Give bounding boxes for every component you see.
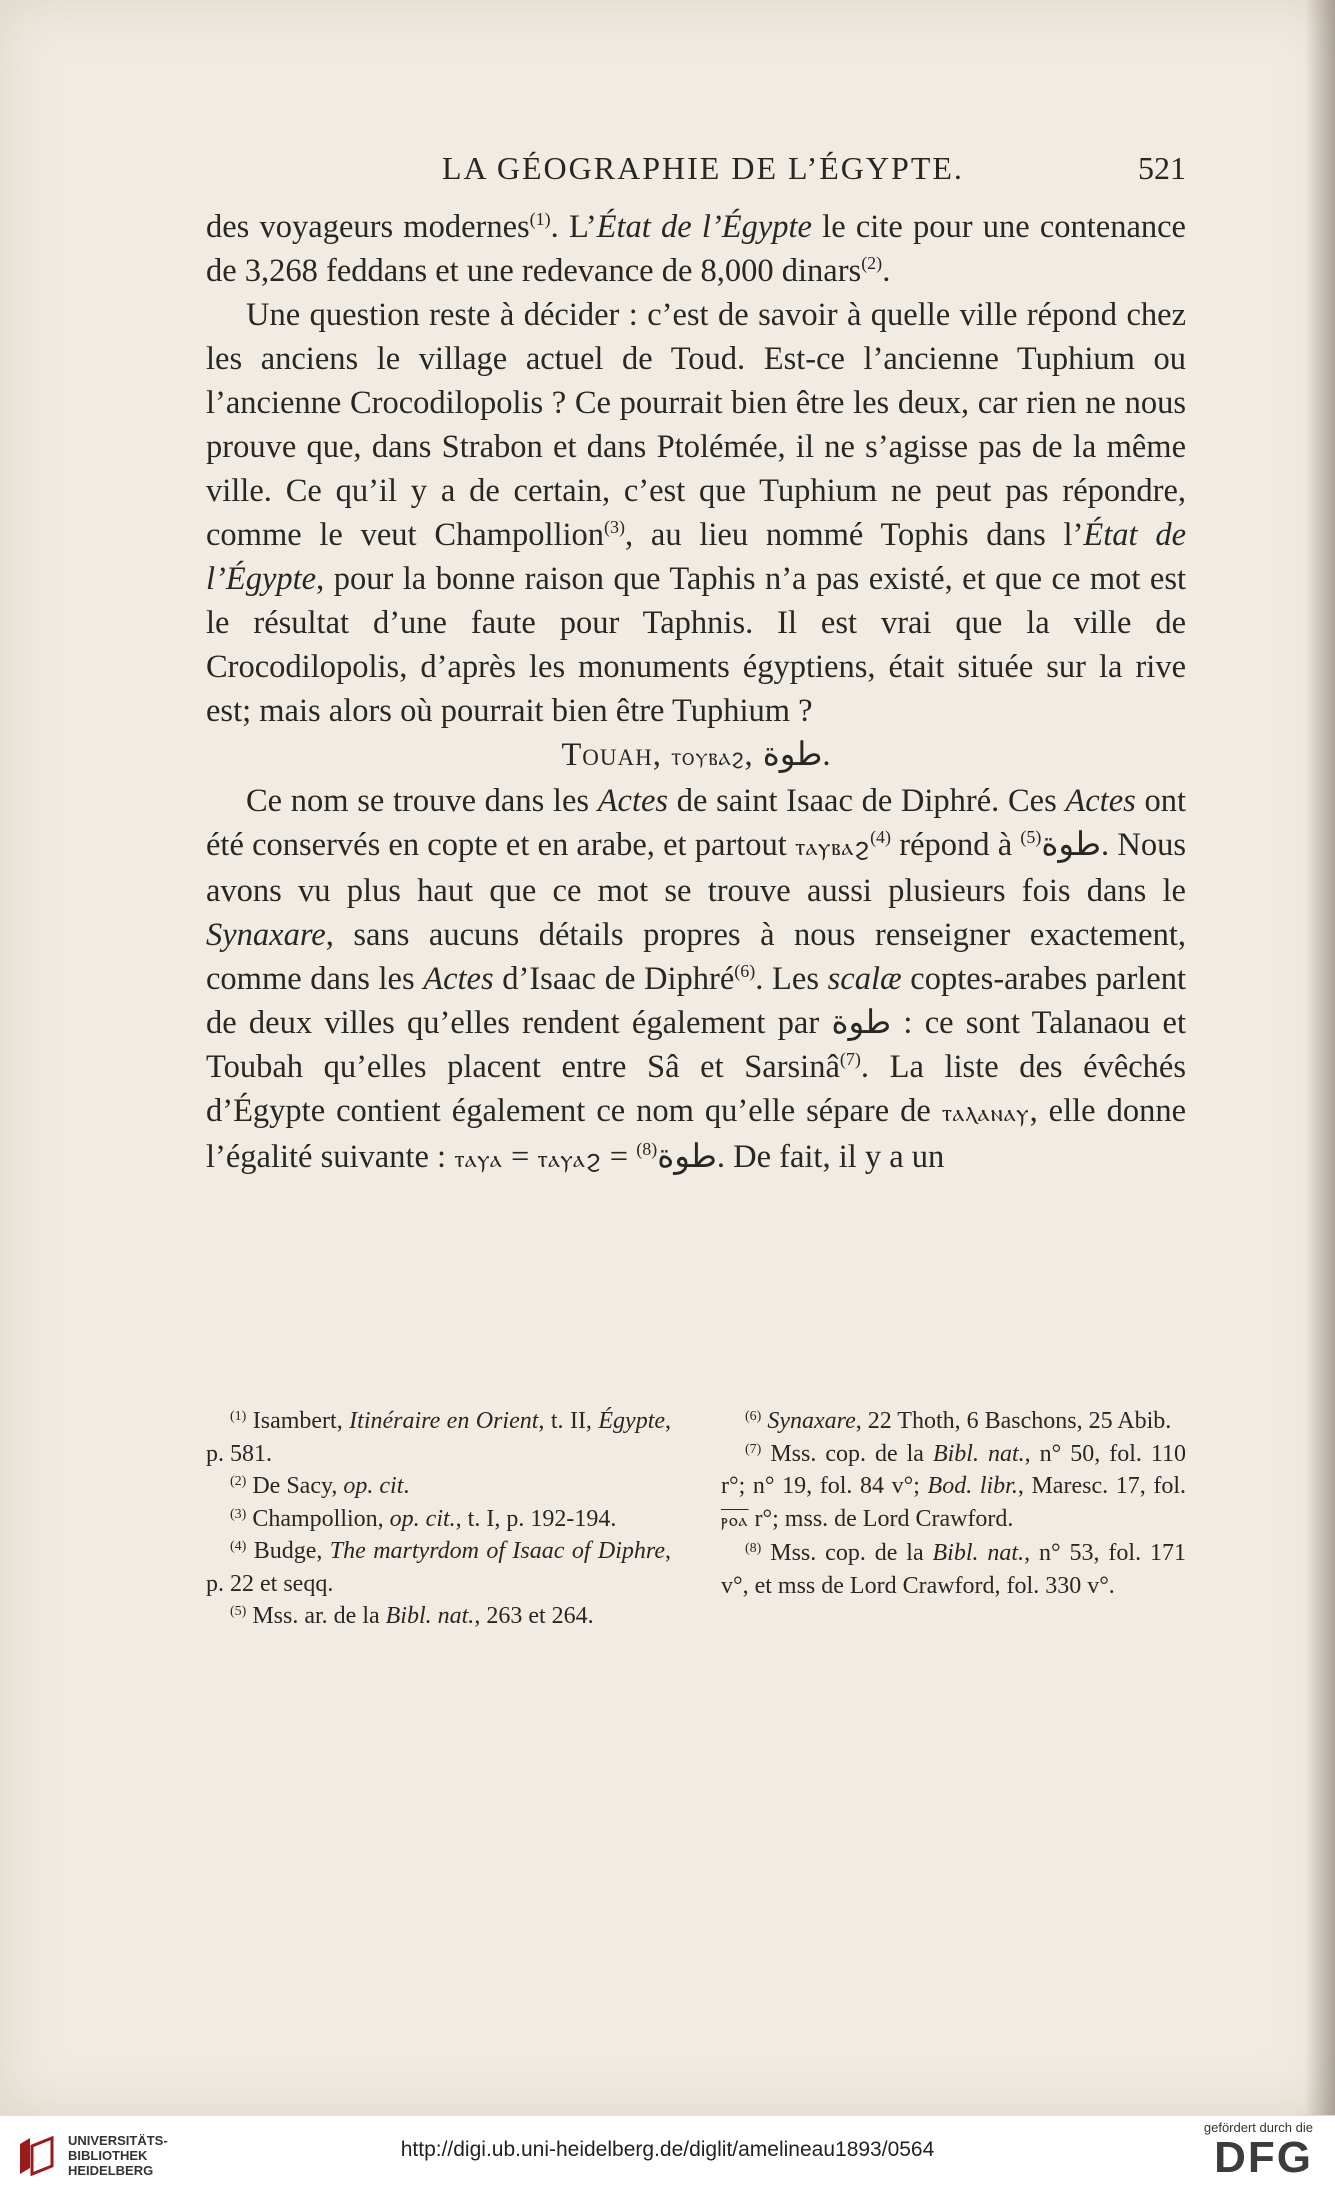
footnote-ref[interactable]: (5)	[1020, 827, 1042, 847]
footnote-ref[interactable]: (4)	[870, 827, 892, 847]
viewer-footer	[0, 2115, 1335, 2192]
footnote-2: $^{(2)}$ De Sacy, op. cit.	[230, 1473, 410, 1499]
footnote-ref[interactable]: (6)	[734, 961, 756, 981]
body-text	[206, 205, 1186, 1181]
footnote-8: $^{(8)}$ Mss. cop. de la Bibl. nat., n° 53, fol. 171 v°, et mss de Lord Crawford, fol. 330 v°.	[721, 1540, 1186, 1599]
source-url-link[interactable]: http://digi.ub.uni-heidelberg.de/diglit/amelineau1893/0564	[400, 2138, 935, 2161]
funder-caption: gefördert durch die	[1203, 2120, 1313, 2135]
footnotes-right-column	[721, 1405, 1186, 1633]
running-title: LA GÉOGRAPHIE DE L’ÉGYPTE.	[442, 150, 964, 186]
paragraph-1: des voyageurs modernes$^{(1)}$. L’État de l’Égypte le cite pour une contenance de 3,268 feddans et une redevance de 8,000 dinars$^{(2)}$.	[206, 209, 1186, 289]
running-head	[206, 150, 1186, 200]
footnote-ref[interactable]: (8)	[636, 1139, 658, 1159]
footnotes-left-column	[206, 1405, 671, 1633]
funder-logo[interactable]	[1163, 2120, 1313, 2181]
page-number: 521	[1138, 150, 1186, 186]
footnote-6: $^{(6)}$ Synaxare, 22 Thoth, 6 Baschons, 25 Abib.	[745, 1408, 1172, 1434]
footnote-1: $^{(1)}$ Isambert, Itinéraire en Orient, t. II, Égypte, p. 581.	[206, 1408, 672, 1467]
footnote-ref[interactable]: (2)	[861, 253, 883, 273]
section-heading: Touah, ⲧⲟⲩⲃⲁϩ, طوة.	[561, 737, 831, 773]
funder-name: DFG	[1214, 2133, 1313, 2182]
footnote-4: $^{(4)}$ Budge, The martyrdom of Isaac of Diphre, p. 22 et seqq.	[206, 1538, 671, 1597]
footnote-ref[interactable]: (3)	[604, 517, 626, 537]
footnote-ref[interactable]: (7)	[839, 1049, 861, 1069]
footnote-5: $^{(5)}$ Mss. ar. de la Bibl. nat., 263 et 264.	[230, 1603, 594, 1629]
footnote-3: $^{(3)}$ Champollion, op. cit., t. I, p. 192-194.	[230, 1505, 617, 1532]
library-name: UNIVERSITÄTS- BIBLIOTHEK HEIDELBERG	[68, 2133, 168, 2178]
paragraph-2: Une question reste à décider : c’est de savoir à quelle ville répond chez les anciens le village actuel de Toud. Est-ce l’ancienne Tuphium ou l’ancienne Crocodilopolis ? Ce pourrait bien être les deux, car rien ne nous prouve que, dans Strabon et dans Ptolémée, il ne s’agisse pas de la même ville. Ce qu’il y a de certain, c’est que Tuphium ne peut pas répondre, comme le veut Champollion$^{(3)}$, au lieu nommé Tophis dans l’État de l’Égypte, pour la bonne raison que Taphis n’a pas existé, et que ce mot est le résultat d’une faute pour Taphnis. Il est vrai que la ville de Crocodilopolis, d’après les monuments égyptiens, était située sur la rive est; mais alors où pourrait bien être Tuphium ?	[206, 297, 1186, 729]
footnote-7: $^{(7)}$ Mss. cop. de la Bibl. nat., n° 50, fol. 110 r°; n° 19, fol. 84 v°; Bod. libr., Maresc. 17, fol. ⲣⲟⲁ r°; mss. de Lord Crawford.	[721, 1440, 1187, 1532]
footnotes	[206, 1405, 1186, 1633]
footnote-ref[interactable]: (1)	[529, 209, 551, 229]
paragraph-3: Ce nom se trouve dans les Actes de saint Isaac de Diphré. Ces Actes ont été conservés en copte et en arabe, et partout ⲧⲁⲩⲃⲁϩ$^{(4)}$ répond à طوة$^{(5)}$ . Nous avons vu plus haut que ce mot se trouve aussi plusieurs fois dans le Synaxare, sans aucuns détails propres à nous renseigner exactement, comme dans les Actes d’Isaac de Diphré$^{(6)}$. Les scalæ coptes-arabes parlent de deux villes qu’elles rendent également par طوة : ce sont Talanaou et Toubah qu’elles placent entre Sâ et Sarsinâ$^{(7)}$. La liste des évêchés d’Égypte contient également ce nom qu’elle sépare de ⲧⲁⲗⲁⲛⲁⲩ, elle donne l’égalité suivante : ⲧⲁⲩⲁ = ⲧⲁⲩⲁϩ = طوة$^{(8)}$ . De fait, il y a un	[206, 783, 1187, 1175]
